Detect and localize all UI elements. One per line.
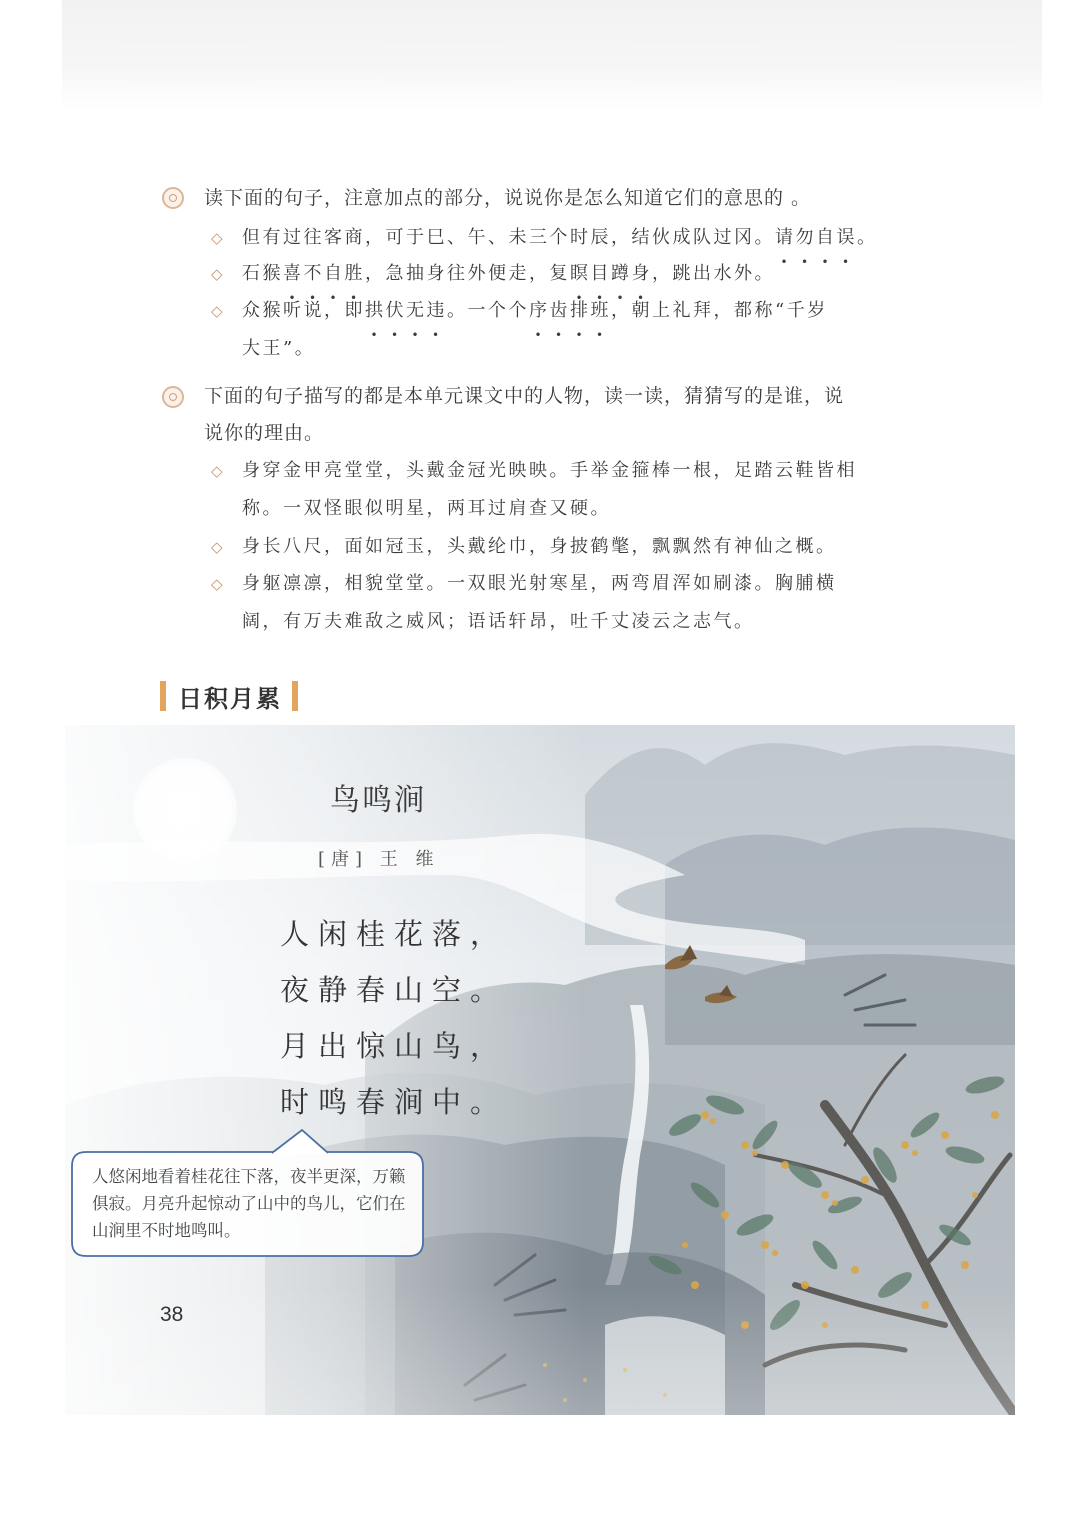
emphasized-char: 勿 <box>795 227 816 248</box>
emphasized-char: 喜 <box>283 263 304 284</box>
section-1-icon <box>162 187 184 209</box>
top-shade <box>62 0 1042 110</box>
emphasized-char: 齿 <box>549 300 570 321</box>
poem-line-4: 时鸣春涧中。 <box>280 1085 509 1119</box>
item-text-segment: 。 <box>857 227 878 248</box>
section-2-prompt-line-1: 下面的句子描写的都是本单元课文中的人物，读一读，猜猜写的是谁，说 <box>204 385 845 407</box>
section-1-item-1 <box>242 219 878 256</box>
bullet-icon: ◇ <box>211 538 223 556</box>
bullet-icon: ◇ <box>211 265 223 283</box>
heading-title: 日积月累 <box>178 684 282 713</box>
poem-translation-note: 人悠闲地看着桂花往下落，夜半更深，万籁俱寂。月亮升起惊动了山中的鸟儿，它们在山涧里不时地鸣叫。 <box>92 1167 406 1240</box>
poem-line-2: 夜静春山空。 <box>280 973 509 1007</box>
item-text-segment: 石猴 <box>242 263 283 284</box>
emphasized-char: 胜 <box>344 263 365 284</box>
emphasized-char: 违 <box>426 300 447 321</box>
section-1-prompt: 读下面的句子，注意加点的部分，说说你是怎么知道它们的意思的 。 <box>204 187 812 209</box>
emphasized-char: 不 <box>303 263 324 284</box>
item-text-segment: 但有过往客商，可于巳、午、未三个时辰，结伙成队过冈。 <box>242 227 775 248</box>
item-text-segment: ，急抽身往外便走，复 <box>365 263 570 284</box>
section-2-item-2: 身长八尺，面如冠玉，头戴纶巾，身披鹤氅，飘飘然有神仙之概。 <box>242 536 837 557</box>
emphasized-char: 伏 <box>385 300 406 321</box>
item-text-segment: ，跳出水外。 <box>652 263 775 284</box>
emphasized-char: 蹲 <box>611 263 632 284</box>
section-2-prompt-line-2: 说你的理由。 <box>204 422 325 444</box>
heading-bar-right <box>292 681 298 711</box>
emphasized-char: 目 <box>590 263 611 284</box>
emphasized-char: 身 <box>631 263 652 284</box>
poem-title: 鸟鸣涧 <box>330 783 426 818</box>
bullet-icon: ◇ <box>211 462 223 480</box>
heading-bar-left <box>160 681 166 711</box>
speech-bubble-pointer <box>270 1128 350 1154</box>
section-2-item-1-line-1: 身穿金甲亮堂堂，头戴金冠光映映。手举金箍棒一根，足踏云鞋皆相 <box>242 460 857 481</box>
section-1-item-3-continuation: 大王”。 <box>242 338 316 359</box>
emphasized-char: 拱 <box>365 300 386 321</box>
item-text-segment: 。一个个 <box>447 300 529 321</box>
section-2-item-1-line-2: 称。一双怪眼似明星，两耳过肩查又硬。 <box>242 498 611 519</box>
bullet-icon: ◇ <box>211 302 223 320</box>
section-2-item-3-line-2: 阔，有万夫难敌之威风；语话轩昂，吐千丈凌云之志气。 <box>242 611 755 632</box>
section-2-icon <box>162 386 184 408</box>
emphasized-char: 序 <box>529 300 550 321</box>
emphasized-char: 班 <box>590 300 611 321</box>
emphasized-char: 自 <box>324 263 345 284</box>
emphasized-char: 瞑 <box>570 263 591 284</box>
emphasized-char: 无 <box>406 300 427 321</box>
item-text-segment: 众猴听说，即 <box>242 300 365 321</box>
emphasized-char: 排 <box>570 300 591 321</box>
bullet-icon: ◇ <box>211 575 223 593</box>
poem-line-3: 月出惊山鸟， <box>280 1029 509 1063</box>
emphasized-char: 请 <box>775 227 796 248</box>
section-2-item-3-line-1: 身躯凛凛，相貌堂堂。一双眼光射寒星，两弯眉浑如刷漆。胸脯横 <box>242 573 837 594</box>
poem-author: [唐] 王 维 <box>318 849 440 870</box>
emphasized-char: 误 <box>836 227 857 248</box>
item-text-segment: ，朝上礼拜，都称“千岁 <box>611 300 828 321</box>
poem-line-1: 人闲桂花落， <box>280 917 509 951</box>
section-1-item-2 <box>242 255 775 292</box>
ink-landscape-illustration <box>65 725 1015 1415</box>
page-number: 38 <box>160 1303 184 1326</box>
section-heading <box>160 676 298 716</box>
section-1-item-3 <box>242 292 828 329</box>
bullet-icon: ◇ <box>211 229 223 247</box>
emphasized-char: 自 <box>816 227 837 248</box>
